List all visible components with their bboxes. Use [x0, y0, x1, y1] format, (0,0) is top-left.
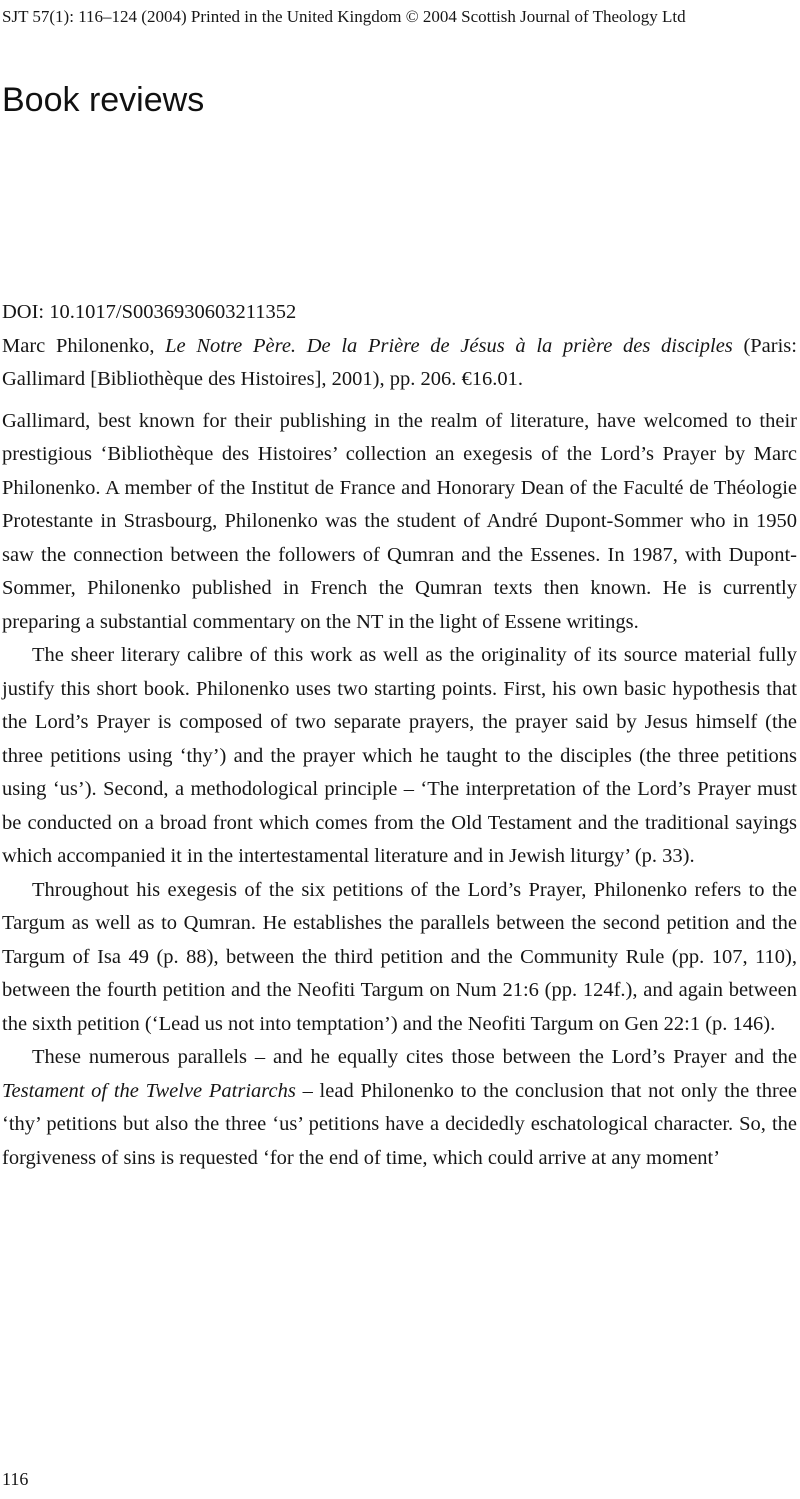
doi-line: DOI: 10.1017/S0036930603211352	[2, 301, 297, 323]
page-title: Book reviews	[2, 81, 205, 119]
paragraph: Throughout his exegesis of the six petitions of the Lord’s Prayer, Philonenko refers to the Targum as well as to Qumran. He establishes the parallels between the second petition and the Targum of Isa 49 (p. 88), between the third petition and the Community Rule (pp. 107, 110), between the fourth petition and the Neofiti Targum on Num 21:6 (pp. 124f.), and again between the sixth petition (‘Lead us not into temptation’) and the Neofiti Targum on Gen 22:1 (p. 146).	[2, 878, 797, 1035]
paragraph: These numerous parallels – and he equally cites those between the Lord’s Prayer and the Testament of the Twelve Patriarchs – lead Philonenko to the conclusion that not only the three ‘thy’ petitions but also the three ‘us’ petitions have a decidedly eschatological character. So, the forgiveness of sins is requested ‘for the end of time, which could arrive at any moment’	[2, 1046, 797, 1169]
paragraph: The sheer literary calibre of this work as well as the originality of its source material fully justify this short book. Philonenko uses two starting points. First, his own basic hypothesis that the Lord’s Prayer is composed of two separate prayers, the prayer said by Jesus himself (the three petitions using ‘thy’) and the prayer which he taught to the disciples (the three petitions using ‘us’). Second, a methodological principle – ‘The interpretation of the Lord’s Prayer must be conducted on a broad front which comes from the Old Testament and the traditional sayings which accompanied it in the intertestamental literature and in Jewish liturgy’ (p. 33).	[2, 644, 797, 867]
page-footer	[2, 1469, 28, 1489]
book-citation: Marc Philonenko, Le Notre Père. De la Prière de Jésus à la prière des disciples (Paris: Gallimard [Bibliothèque des Histoires], 2001), pp. 206. €16.01.	[2, 334, 797, 390]
review-body	[2, 405, 797, 1176]
journal-citation-line: SJT 57(1): 116–124 (2004) Printed in the United Kingdom © 2004 Scottish Journal of Theology Ltd	[2, 7, 686, 26]
running-header	[2, 6, 797, 28]
page-number: 116	[2, 1469, 29, 1489]
paragraph: Gallimard, best known for their publishing in the realm of literature, have welcomed to their prestigious ‘Bibliothèque des Histoires’ collection an exegesis of the Lord’s Prayer by Marc Philonenko. A member of the Institut de France and Honorary Dean of the Faculté de Théologie Protestante in Strasbourg, Philonenko was the student of André Dupont-Sommer who in 1950 saw the connection between the followers of Qumran and the Essenes. In 1987, with Dupont-Sommer, Philonenko published in French the Qumran texts then known. He is currently preparing a substantial commentary on the NT in the light of Essene writings.	[2, 409, 797, 633]
